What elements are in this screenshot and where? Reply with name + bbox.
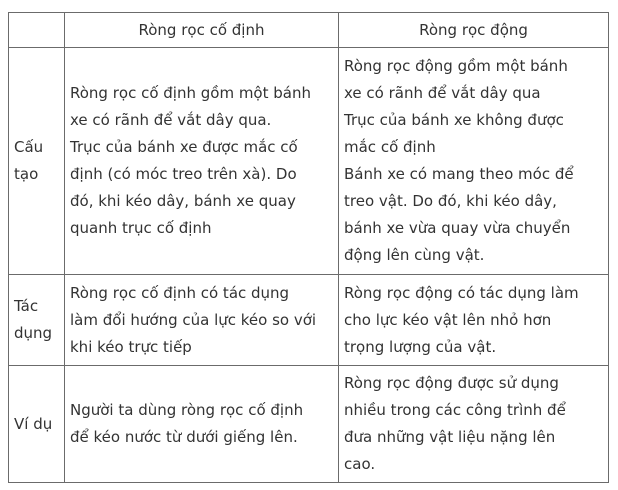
text-line: Ròng rọc cố định gồm một bánh [70, 84, 311, 102]
text-line: động lên cùng vật. [344, 246, 485, 264]
text-line: làm đổi hướng của lực kéo so với [70, 310, 317, 329]
text-line: treo vật. Do đó, khi kéo dây, [344, 192, 557, 210]
text-line: khi kéo trực tiếp [70, 337, 192, 356]
header-movable-pulley: Ròng rọc động [339, 13, 609, 48]
label-line: dụng [14, 324, 53, 342]
function-fixed-cell [65, 275, 339, 366]
text-line: đưa những vật liệu nặng lên [344, 428, 556, 446]
text-line: Ròng rọc cố định có tác dụng [70, 283, 290, 302]
text-line: nhiều trong các công trình để [344, 401, 566, 419]
text-line: Ròng rọc động được sử dụng [344, 374, 559, 392]
text-line: quanh trục cố định [70, 219, 212, 237]
text-line: định (có móc treo trên xà). Do [70, 165, 297, 183]
example-movable-cell [339, 366, 609, 483]
text-line: Trục của bánh xe không được [344, 111, 564, 129]
text-line: cho lực kéo vật lên nhỏ hơn [344, 310, 552, 329]
label-line: Tác [14, 297, 39, 315]
text-line: Ròng rọc động có tác dụng làm [344, 283, 579, 302]
row-label-function [9, 275, 65, 366]
label-line: Cấu [14, 138, 44, 156]
text-line: Bánh xe có mang theo móc để [344, 165, 574, 183]
function-movable-cell [339, 275, 609, 366]
text-line: mắc cố định [344, 138, 436, 156]
table-row-structure [9, 48, 609, 275]
text-line: cao. [344, 455, 376, 473]
comparison-table [8, 12, 609, 483]
header-fixed-pulley: Ròng rọc cố định [65, 13, 339, 48]
table-row-function [9, 275, 609, 366]
text-line: Người ta dùng ròng rọc cố định [70, 401, 304, 419]
label-line: tạo [14, 165, 39, 183]
text-line: đó, khi kéo dây, bánh xe quay [70, 192, 296, 210]
example-fixed-cell [65, 366, 339, 483]
text-line: để kéo nước từ dưới giếng lên. [70, 428, 298, 446]
label-line: Ví dụ [14, 414, 53, 433]
row-label-structure [9, 48, 65, 275]
text-line: xe có rãnh để vắt dây qua [344, 84, 541, 102]
text-line: Ròng rọc động gồm một bánh [344, 57, 568, 75]
header-row [9, 13, 609, 48]
text-line: trọng lượng của vật. [344, 337, 497, 356]
text-line: xe có rãnh để vắt dây qua. [70, 111, 272, 129]
text-line: Trục của bánh xe được mắc cố [70, 138, 298, 156]
row-label-example [9, 366, 65, 483]
text-line: bánh xe vừa quay vừa chuyển [344, 219, 571, 237]
structure-fixed-cell [65, 48, 339, 275]
table-row-example [9, 366, 609, 483]
structure-movable-cell [339, 48, 609, 275]
header-empty-cell [9, 13, 65, 48]
